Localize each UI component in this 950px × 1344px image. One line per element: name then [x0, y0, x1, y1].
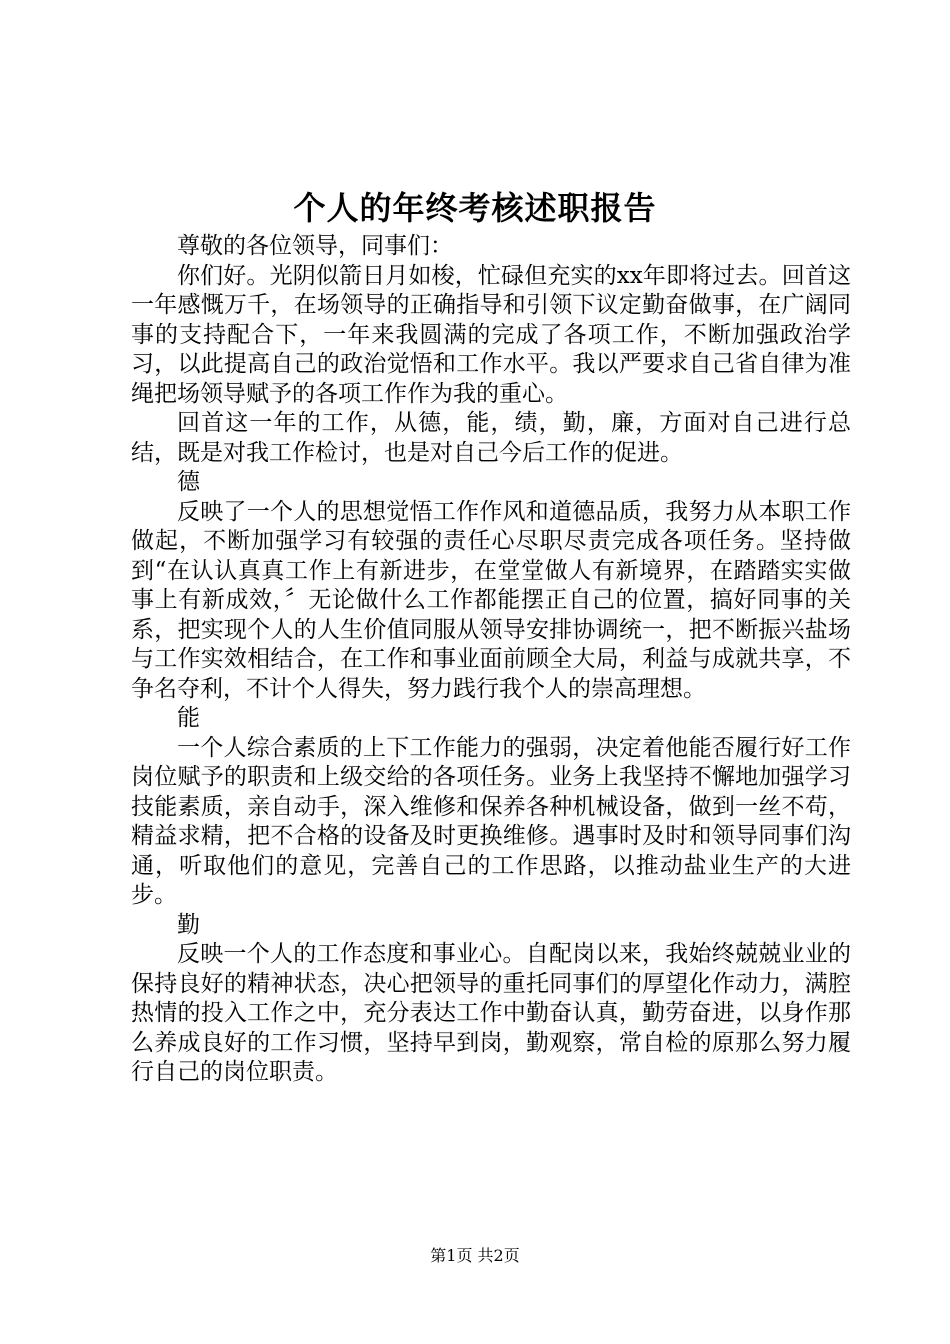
document-body: [131, 232, 851, 1088]
summary-paragraph: 回首这一年的工作，从德，能，绩，勤，廉，方面对自己进行总结，既是对我工作检讨，也是对自己今后工作的促进。: [131, 410, 851, 466]
salutation-paragraph: 尊敬的各位领导，同事们：: [177, 233, 453, 259]
qin-paragraph: 反映一个人的工作态度和事业心。自配岗以来，我始终兢兢业业的保持良好的精神状态，决心把领导的重托同事们的厚望化作动力，满腔热情的投入工作之中，充分表达工作中勤奋认真，勤劳奋进，以身作那么养成良好的工作习惯，坚持早到岗，勤观察，常自检的原那么努力履行自己的岗位职责。: [131, 941, 851, 1085]
section-heading-de: 德: [177, 469, 200, 495]
section-heading-neng: 能: [177, 705, 200, 731]
document-title: 个人的年终考核述职报告: [293, 189, 657, 227]
section-heading-qin: 勤: [177, 911, 200, 938]
neng-paragraph: 一个人综合素质的上下工作能力的强弱，决定着他能否履行好工作岗位赋予的职责和上级交给的各项任务。业务上我坚持不懈地加强学习技能素质，亲自动手，深入维修和保养各种机械设备，做到一丝不苟，精益求精，把不合格的设备及时更换维修。遇事时及时和领导同事们沟通，听取他们的意见，完善自己的工作思路，以推动盐业生产的大进步。: [131, 734, 851, 908]
intro-paragraph: 你们好。光阴似箭日月如梭，忙碌但充实的xx年即将过去。回首这一年感慨万千，在场领导的正确指导和引领下议定勤奋做事，在广阔同事的支持配合下，一年来我圆满的完成了各项工作，不断加强政治学习，以此提高自己的政治觉悟和工作水平。我以严要求自己省自律为准绳把场领导赋予的各项工作作为我的重心。: [131, 262, 851, 407]
page-number-footer: 第1页 共2页: [430, 1246, 520, 1265]
de-paragraph: 反映了一个人的思想觉悟工作作风和道德品质，我努力从本职工作做起，不断加强学习有较强的责任心尽职尽责完成各项任务。坚持做到“在认认真真工作上有新进步，在堂堂做人有新境界，在踏踏实实做事上有新成效，〞无论做什么工作都能摆正自己的位置，搞好同事的关系，把实现个人的人生价值同服从领导安排协调统一，把不断振兴盐场与工作实效相结合，在工作和事业面前顾全大局，利益与成就共享，不争名夺利，不计个人得失，努力践行我个人的崇高理想。: [131, 498, 851, 702]
